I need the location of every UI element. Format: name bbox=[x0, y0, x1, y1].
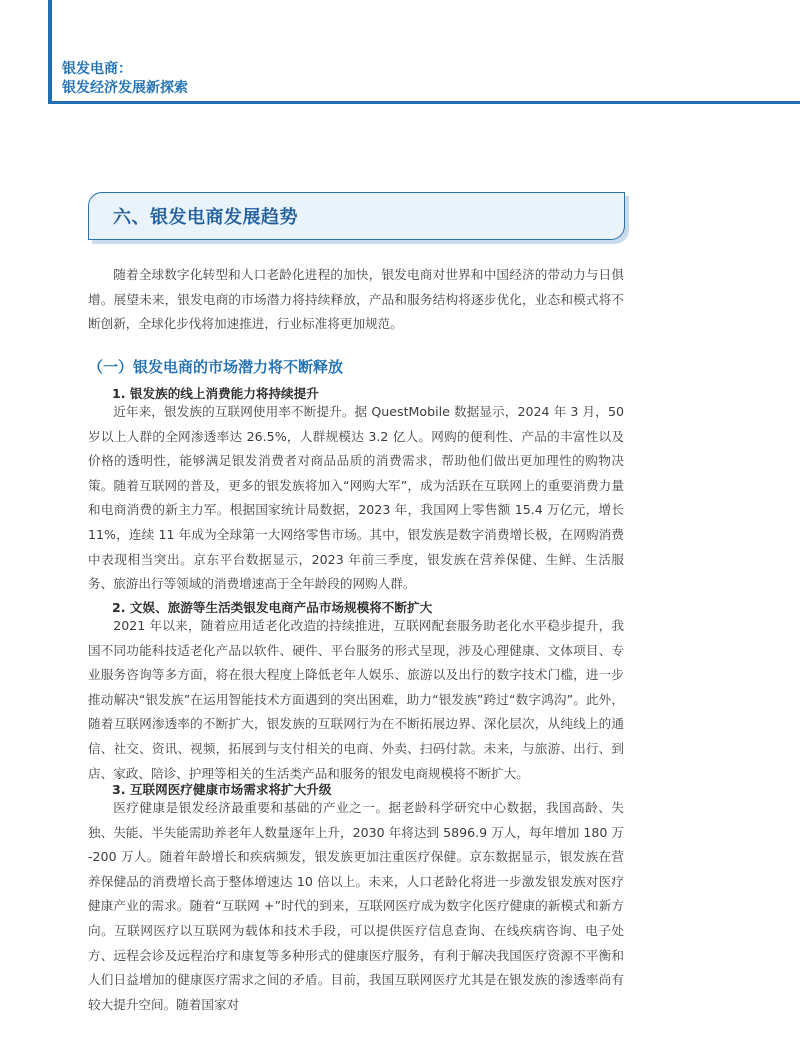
item-3-body: 医疗健康是银发经济最重要和基础的产业之一。据老龄科学研究中心数据，我国高龄、失独、失能、半失能需助养老年人数量逐年上升，2030 年将达到 5896.9 万人，每年增加 180 万 -200 万人。随着年龄增长和疾病频发，银发族更加注重医疗保健。京东数据显示，银发族在营养保健品的消费增长高于整体增速达 10 倍以上。未来，人口老龄化将进一步激发银发族对医疗健康产业的需求。随着“互联网 +”时代的到来，互联网医疗成为数字化医疗健康的新模式和新方向。互联网医疗以互联网为载体和技术手段，可以提供医疗信息查询、在线疾病咨询、电子处方、远程会诊及远程治疗和康复等多种形式的健康医疗服务，有利于解决我国医疗资源不平衡和人们日益增加的健康医疗需求之间的矛盾。目前，我国互联网医疗尤其是在银发族的渗透率尚有较大提升空间。随着国家对 bbox=[88, 800, 624, 1012]
item-1-body: 近年来，银发族的互联网使用率不断提升。据 QuestMobile 数据显示，2024 年 3 月，50 岁以上人群的全网渗透率达 26.5%，人群规模达 3.2 亿人。网购的便利性、产品的丰富性以及价格的透明性，能够满足银发消费者对商品品质的消费需求，帮助他们做出更加理性的购物决策。随着互联网的普及，更多的银发族将加入“网购大军”，成为活跃在互联网上的重要消费力量和电商消费的新主力军。根据国家统计局数据，2023 年，我国网上零售额 15.4 万亿元，增长 11%，连续 11 年成为全球第一大网络零售市场。其中，银发族是数字消费增长极，在网购消费中表现相当突出。京东平台数据显示，2023 年前三季度，银发族在营养保健、生鲜、生活服务、旅游出行等领域的消费增速高于全年龄段的网购人群。 bbox=[88, 404, 624, 592]
header-title-line1: 银发电商： bbox=[62, 61, 132, 77]
item-2-heading: 2. 文娱、旅游等生活类银发电商产品市场规模将不断扩大 bbox=[112, 600, 433, 615]
header-title-line2: 银发经济发展新探索 bbox=[62, 80, 188, 96]
item-2-body: 2021 年以来，随着应用适老化改造的持续推进，互联网配套服务助老化水平稳步提升，我国不同功能科技适老化产品以软件、硬件、平台服务的形式呈现，涉及心理健康、文体项目、专业服务咨询等多方面，将在很大程度上降低老年人娱乐、旅游以及出行的数字技术门槛，进一步推动解决“银发族”在运用智能技术方面遇到的突出困难，助力“银发族”跨过“数字鸿沟”。此外，随着互联网渗透率的不断扩大，银发族的互联网行为在不断拓展边界、深化层次，从纯线上的通信、社交、资讯、视频，拓展到与支付相关的电商、外卖、扫码付款。未来，与旅游、出行、到店、家政、陪诊、护理等相关的生活类产品和服务的银发电商规模将不断扩大。 bbox=[88, 618, 624, 781]
item-1-heading: 1. 银发族的线上消费能力将持续提升 bbox=[112, 386, 319, 401]
header-title bbox=[62, 60, 188, 98]
section-title-box bbox=[88, 192, 625, 240]
item-3-heading: 3. 互联网医疗健康市场需求将扩大升级 bbox=[112, 782, 332, 797]
page-header bbox=[0, 0, 800, 105]
header-vertical-rule bbox=[48, 0, 52, 102]
header-horizontal-rule bbox=[48, 101, 800, 104]
section-title: 六、银发电商发展趋势 bbox=[113, 207, 298, 228]
intro-paragraph: 随着全球数字化转型和人口老龄化进程的加快，银发电商对世界和中国经济的带动力与日俱增。展望未来，银发电商的市场潜力将持续释放，产品和服务结构将逐步优化，业态和模式将不断创新，全球化步伐将加速推进，行业标准将更加规范。 bbox=[88, 267, 624, 332]
subsection-title: （一）银发电商的市场潜力将不断释放 bbox=[88, 358, 344, 376]
